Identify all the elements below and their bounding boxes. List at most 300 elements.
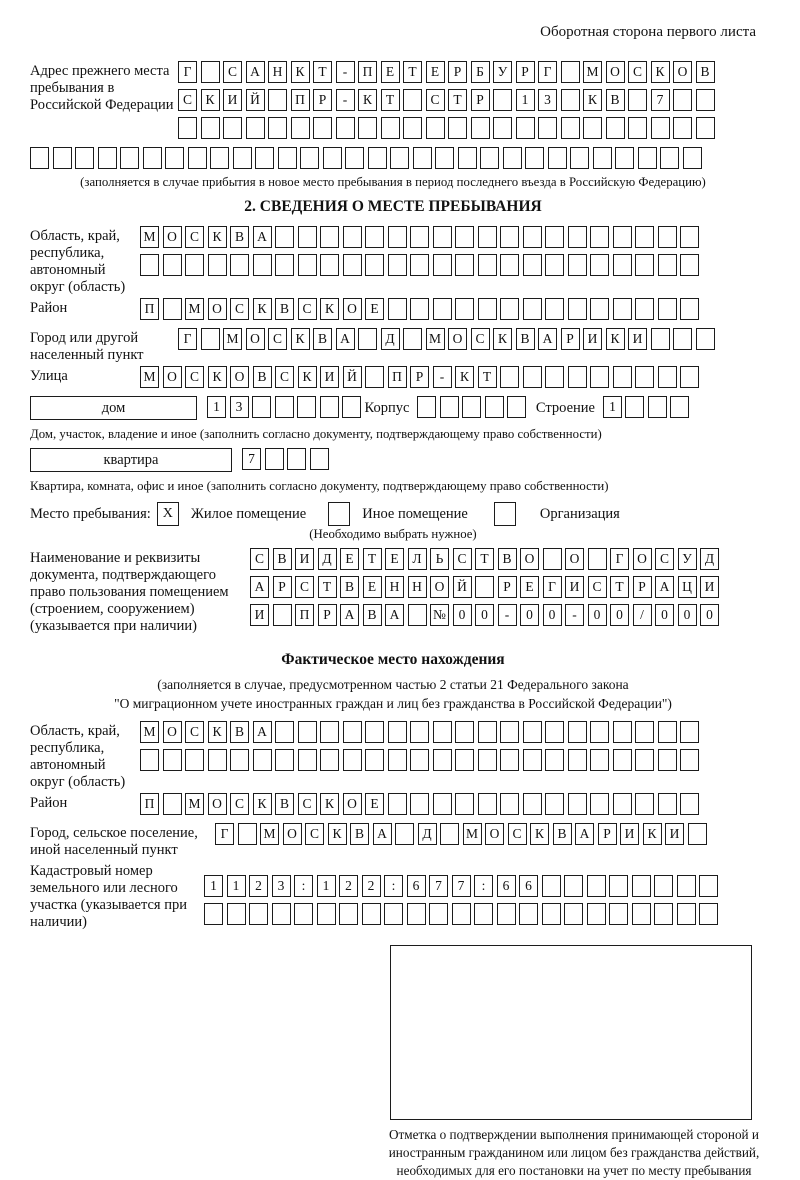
char-box[interactable]: :: [474, 875, 493, 897]
char-box[interactable]: [165, 147, 184, 169]
char-box[interactable]: А: [340, 604, 359, 626]
char-box[interactable]: О: [163, 226, 182, 248]
char-box[interactable]: [478, 749, 497, 771]
char-box[interactable]: В: [350, 823, 369, 845]
char-box[interactable]: 6: [407, 875, 426, 897]
char-box[interactable]: И: [583, 328, 602, 350]
char-box[interactable]: [140, 749, 159, 771]
char-box[interactable]: [545, 366, 564, 388]
char-box[interactable]: С: [655, 548, 674, 570]
char-box[interactable]: [343, 254, 362, 276]
char-box[interactable]: [478, 298, 497, 320]
char-box[interactable]: [632, 875, 651, 897]
char-box[interactable]: Г: [178, 61, 197, 83]
char-box[interactable]: [433, 749, 452, 771]
char-box[interactable]: Р: [313, 89, 332, 111]
char-box[interactable]: [435, 147, 454, 169]
char-box[interactable]: [507, 396, 526, 418]
house-type-box[interactable]: дом: [30, 396, 197, 420]
char-box[interactable]: [615, 147, 634, 169]
char-box[interactable]: [210, 147, 229, 169]
char-box[interactable]: [648, 396, 667, 418]
char-box[interactable]: К: [530, 823, 549, 845]
char-box[interactable]: [660, 147, 679, 169]
char-box[interactable]: [497, 903, 516, 925]
char-box[interactable]: [368, 147, 387, 169]
char-box[interactable]: [440, 396, 459, 418]
char-box[interactable]: С: [426, 89, 445, 111]
char-box[interactable]: [163, 254, 182, 276]
char-box[interactable]: [654, 903, 673, 925]
char-box[interactable]: С: [275, 366, 294, 388]
char-box[interactable]: [613, 721, 632, 743]
char-box[interactable]: [455, 793, 474, 815]
char-box[interactable]: [246, 117, 265, 139]
char-box[interactable]: [140, 254, 159, 276]
char-box[interactable]: [358, 328, 377, 350]
char-box[interactable]: [587, 903, 606, 925]
char-box[interactable]: [455, 298, 474, 320]
char-box[interactable]: [561, 61, 580, 83]
char-box[interactable]: В: [363, 604, 382, 626]
char-box[interactable]: О: [208, 298, 227, 320]
char-box[interactable]: 0: [678, 604, 697, 626]
char-box[interactable]: Е: [381, 61, 400, 83]
char-box[interactable]: [365, 254, 384, 276]
char-box[interactable]: [433, 298, 452, 320]
char-box[interactable]: Р: [633, 576, 652, 598]
char-box[interactable]: [278, 147, 297, 169]
char-box[interactable]: [635, 298, 654, 320]
char-box[interactable]: Н: [268, 61, 287, 83]
char-box[interactable]: [320, 254, 339, 276]
char-box[interactable]: [265, 448, 284, 470]
char-box[interactable]: [410, 226, 429, 248]
char-box[interactable]: [268, 117, 287, 139]
char-box[interactable]: Е: [520, 576, 539, 598]
char-box[interactable]: И: [628, 328, 647, 350]
char-box[interactable]: 6: [519, 875, 538, 897]
char-box[interactable]: Р: [273, 576, 292, 598]
char-box[interactable]: [440, 823, 459, 845]
char-box[interactable]: 0: [655, 604, 674, 626]
char-box[interactable]: [677, 903, 696, 925]
char-box[interactable]: [696, 328, 715, 350]
char-box[interactable]: [343, 749, 362, 771]
char-box[interactable]: К: [298, 366, 317, 388]
char-box[interactable]: [564, 903, 583, 925]
char-box[interactable]: [523, 226, 542, 248]
char-box[interactable]: Г: [610, 548, 629, 570]
char-box[interactable]: С: [298, 793, 317, 815]
char-box[interactable]: 0: [700, 604, 719, 626]
char-box[interactable]: [120, 147, 139, 169]
char-box[interactable]: И: [665, 823, 684, 845]
char-box[interactable]: [493, 89, 512, 111]
char-box[interactable]: [233, 147, 252, 169]
char-box[interactable]: /: [633, 604, 652, 626]
char-box[interactable]: [365, 721, 384, 743]
char-box[interactable]: [500, 254, 519, 276]
char-box[interactable]: П: [388, 366, 407, 388]
char-box[interactable]: К: [643, 823, 662, 845]
char-box[interactable]: [320, 226, 339, 248]
char-box[interactable]: [395, 823, 414, 845]
char-box[interactable]: 2: [362, 875, 381, 897]
char-box[interactable]: [317, 903, 336, 925]
char-box[interactable]: С: [298, 298, 317, 320]
char-box[interactable]: [590, 793, 609, 815]
char-box[interactable]: [478, 254, 497, 276]
char-box[interactable]: А: [373, 823, 392, 845]
char-box[interactable]: [275, 396, 294, 418]
char-box[interactable]: [590, 298, 609, 320]
char-box[interactable]: 0: [475, 604, 494, 626]
char-box[interactable]: [252, 396, 271, 418]
char-box[interactable]: М: [185, 793, 204, 815]
char-box[interactable]: [523, 749, 542, 771]
char-box[interactable]: К: [208, 226, 227, 248]
char-box[interactable]: [403, 117, 422, 139]
char-box[interactable]: М: [223, 328, 242, 350]
char-box[interactable]: [523, 298, 542, 320]
char-box[interactable]: [294, 903, 313, 925]
char-box[interactable]: И: [620, 823, 639, 845]
char-box[interactable]: 1: [317, 875, 336, 897]
char-box[interactable]: [300, 147, 319, 169]
char-box[interactable]: [238, 823, 257, 845]
char-box[interactable]: [500, 721, 519, 743]
char-box[interactable]: Т: [403, 61, 422, 83]
char-box[interactable]: Й: [453, 576, 472, 598]
char-box[interactable]: И: [250, 604, 269, 626]
char-box[interactable]: [388, 254, 407, 276]
char-box[interactable]: [433, 254, 452, 276]
char-box[interactable]: [523, 721, 542, 743]
char-box[interactable]: [75, 147, 94, 169]
char-box[interactable]: М: [140, 226, 159, 248]
char-box[interactable]: [500, 298, 519, 320]
char-box[interactable]: С: [295, 576, 314, 598]
char-box[interactable]: [417, 396, 436, 418]
char-box[interactable]: В: [516, 328, 535, 350]
char-box[interactable]: [568, 366, 587, 388]
char-box[interactable]: К: [606, 328, 625, 350]
char-box[interactable]: [609, 875, 628, 897]
char-box[interactable]: 0: [520, 604, 539, 626]
char-box[interactable]: [433, 721, 452, 743]
char-box[interactable]: [568, 793, 587, 815]
char-box[interactable]: [673, 328, 692, 350]
char-box[interactable]: [519, 903, 538, 925]
char-box[interactable]: [673, 89, 692, 111]
char-box[interactable]: 0: [543, 604, 562, 626]
char-box[interactable]: :: [294, 875, 313, 897]
char-box[interactable]: [429, 903, 448, 925]
char-box[interactable]: [365, 366, 384, 388]
char-box[interactable]: [410, 749, 429, 771]
char-box[interactable]: Д: [418, 823, 437, 845]
char-box[interactable]: [680, 366, 699, 388]
char-box[interactable]: К: [291, 61, 310, 83]
char-box[interactable]: [545, 254, 564, 276]
char-box[interactable]: [204, 903, 223, 925]
char-box[interactable]: [635, 793, 654, 815]
char-box[interactable]: [410, 254, 429, 276]
char-box[interactable]: -: [433, 366, 452, 388]
char-box[interactable]: [365, 749, 384, 771]
char-box[interactable]: 0: [453, 604, 472, 626]
char-box[interactable]: [568, 749, 587, 771]
char-box[interactable]: [320, 749, 339, 771]
char-box[interactable]: [410, 298, 429, 320]
char-box[interactable]: 6: [497, 875, 516, 897]
char-box[interactable]: [320, 396, 339, 418]
char-box[interactable]: [298, 226, 317, 248]
char-box[interactable]: О: [208, 793, 227, 815]
char-box[interactable]: [478, 226, 497, 248]
char-box[interactable]: [253, 749, 272, 771]
char-box[interactable]: Р: [598, 823, 617, 845]
char-box[interactable]: У: [678, 548, 697, 570]
char-box[interactable]: [478, 793, 497, 815]
char-box[interactable]: О: [230, 366, 249, 388]
char-box[interactable]: [255, 147, 274, 169]
char-box[interactable]: [680, 254, 699, 276]
char-box[interactable]: [310, 448, 329, 470]
char-box[interactable]: К: [320, 298, 339, 320]
char-box[interactable]: Е: [426, 61, 445, 83]
char-box[interactable]: [298, 254, 317, 276]
char-box[interactable]: И: [223, 89, 242, 111]
char-box[interactable]: [275, 226, 294, 248]
char-box[interactable]: Т: [478, 366, 497, 388]
char-box[interactable]: [230, 254, 249, 276]
char-box[interactable]: Л: [408, 548, 427, 570]
char-box[interactable]: [407, 903, 426, 925]
char-box[interactable]: А: [246, 61, 265, 83]
char-box[interactable]: А: [250, 576, 269, 598]
char-box[interactable]: [408, 604, 427, 626]
char-box[interactable]: У: [493, 61, 512, 83]
char-box[interactable]: [163, 298, 182, 320]
char-box[interactable]: С: [305, 823, 324, 845]
char-box[interactable]: [613, 366, 632, 388]
char-box[interactable]: А: [538, 328, 557, 350]
char-box[interactable]: -: [336, 61, 355, 83]
char-box[interactable]: Д: [318, 548, 337, 570]
char-box[interactable]: [433, 226, 452, 248]
char-box[interactable]: [613, 749, 632, 771]
char-box[interactable]: [493, 117, 512, 139]
char-box[interactable]: В: [313, 328, 332, 350]
char-box[interactable]: [590, 366, 609, 388]
char-box[interactable]: 7: [651, 89, 670, 111]
char-box[interactable]: Й: [343, 366, 362, 388]
char-box[interactable]: А: [385, 604, 404, 626]
char-box[interactable]: О: [606, 61, 625, 83]
char-box[interactable]: [590, 749, 609, 771]
char-box[interactable]: [188, 147, 207, 169]
char-box[interactable]: В: [340, 576, 359, 598]
char-box[interactable]: [475, 576, 494, 598]
char-box[interactable]: [268, 89, 287, 111]
char-box[interactable]: [658, 721, 677, 743]
char-box[interactable]: Д: [381, 328, 400, 350]
char-box[interactable]: [362, 903, 381, 925]
char-box[interactable]: Ц: [678, 576, 697, 598]
char-box[interactable]: [30, 147, 49, 169]
char-box[interactable]: [455, 254, 474, 276]
char-box[interactable]: Е: [365, 298, 384, 320]
char-box[interactable]: [223, 117, 242, 139]
char-box[interactable]: [564, 875, 583, 897]
char-box[interactable]: Т: [475, 548, 494, 570]
char-box[interactable]: К: [253, 793, 272, 815]
char-box[interactable]: О: [283, 823, 302, 845]
char-box[interactable]: [543, 548, 562, 570]
char-box[interactable]: [178, 117, 197, 139]
char-box[interactable]: [635, 254, 654, 276]
char-box[interactable]: С: [453, 548, 472, 570]
char-box[interactable]: [474, 903, 493, 925]
char-box[interactable]: О: [448, 328, 467, 350]
char-box[interactable]: [542, 903, 561, 925]
char-box[interactable]: [538, 117, 557, 139]
char-box[interactable]: Р: [410, 366, 429, 388]
char-box[interactable]: Б: [471, 61, 490, 83]
char-box[interactable]: С: [250, 548, 269, 570]
char-box[interactable]: [680, 721, 699, 743]
char-box[interactable]: [336, 117, 355, 139]
char-box[interactable]: [230, 749, 249, 771]
char-box[interactable]: [635, 721, 654, 743]
char-box[interactable]: К: [358, 89, 377, 111]
char-box[interactable]: [313, 117, 332, 139]
char-box[interactable]: В: [253, 366, 272, 388]
char-box[interactable]: [365, 226, 384, 248]
char-box[interactable]: [625, 396, 644, 418]
char-box[interactable]: [381, 117, 400, 139]
char-box[interactable]: В: [275, 793, 294, 815]
char-box[interactable]: [480, 147, 499, 169]
char-box[interactable]: [343, 226, 362, 248]
char-box[interactable]: [523, 366, 542, 388]
char-box[interactable]: [568, 226, 587, 248]
char-box[interactable]: [587, 875, 606, 897]
char-box[interactable]: [342, 396, 361, 418]
char-box[interactable]: К: [493, 328, 512, 350]
char-box[interactable]: [53, 147, 72, 169]
char-box[interactable]: Р: [498, 576, 517, 598]
char-box[interactable]: [699, 875, 718, 897]
char-box[interactable]: С: [628, 61, 647, 83]
char-box[interactable]: [201, 328, 220, 350]
char-box[interactable]: [249, 903, 268, 925]
char-box[interactable]: О: [565, 548, 584, 570]
char-box[interactable]: [699, 903, 718, 925]
char-box[interactable]: А: [253, 226, 272, 248]
char-box[interactable]: 1: [227, 875, 246, 897]
char-box[interactable]: [458, 147, 477, 169]
char-box[interactable]: [297, 396, 316, 418]
char-box[interactable]: [613, 226, 632, 248]
char-box[interactable]: А: [253, 721, 272, 743]
char-box[interactable]: Н: [385, 576, 404, 598]
char-box[interactable]: М: [583, 61, 602, 83]
char-box[interactable]: [545, 721, 564, 743]
char-box[interactable]: [185, 254, 204, 276]
char-box[interactable]: [523, 793, 542, 815]
char-box[interactable]: [410, 721, 429, 743]
char-box[interactable]: [523, 254, 542, 276]
char-box[interactable]: М: [426, 328, 445, 350]
char-box[interactable]: Р: [516, 61, 535, 83]
char-box[interactable]: [696, 117, 715, 139]
char-box[interactable]: Ь: [430, 548, 449, 570]
char-box[interactable]: [462, 396, 481, 418]
char-box[interactable]: С: [508, 823, 527, 845]
char-box[interactable]: [628, 89, 647, 111]
char-box[interactable]: [651, 117, 670, 139]
char-box[interactable]: 7: [452, 875, 471, 897]
char-box[interactable]: Д: [700, 548, 719, 570]
char-box[interactable]: [635, 226, 654, 248]
char-box[interactable]: С: [268, 328, 287, 350]
char-box[interactable]: [673, 117, 692, 139]
char-box[interactable]: [163, 793, 182, 815]
char-box[interactable]: [339, 903, 358, 925]
char-box[interactable]: [613, 793, 632, 815]
apartment-type-box[interactable]: квартира: [30, 448, 232, 472]
char-box[interactable]: К: [208, 366, 227, 388]
char-box[interactable]: [275, 721, 294, 743]
char-box[interactable]: [185, 749, 204, 771]
char-box[interactable]: С: [230, 298, 249, 320]
char-box[interactable]: -: [565, 604, 584, 626]
char-box[interactable]: [688, 823, 707, 845]
char-box[interactable]: [384, 903, 403, 925]
char-box[interactable]: 2: [339, 875, 358, 897]
char-box[interactable]: 7: [242, 448, 261, 470]
char-box[interactable]: И: [320, 366, 339, 388]
char-box[interactable]: М: [140, 366, 159, 388]
char-box[interactable]: О: [430, 576, 449, 598]
char-box[interactable]: [500, 226, 519, 248]
char-box[interactable]: Г: [538, 61, 557, 83]
char-box[interactable]: К: [651, 61, 670, 83]
char-box[interactable]: С: [588, 576, 607, 598]
char-box[interactable]: [568, 254, 587, 276]
char-box[interactable]: В: [696, 61, 715, 83]
char-box[interactable]: [548, 147, 567, 169]
char-box[interactable]: [638, 147, 657, 169]
char-box[interactable]: [609, 903, 628, 925]
char-box[interactable]: [410, 793, 429, 815]
char-box[interactable]: [654, 875, 673, 897]
char-box[interactable]: [680, 793, 699, 815]
char-box[interactable]: [525, 147, 544, 169]
char-box[interactable]: -: [336, 89, 355, 111]
char-box[interactable]: [291, 117, 310, 139]
char-box[interactable]: [403, 328, 422, 350]
char-box[interactable]: О: [520, 548, 539, 570]
char-box[interactable]: [388, 226, 407, 248]
char-box[interactable]: В: [273, 548, 292, 570]
char-box[interactable]: [613, 254, 632, 276]
char-box[interactable]: 1: [204, 875, 223, 897]
char-box[interactable]: [500, 366, 519, 388]
